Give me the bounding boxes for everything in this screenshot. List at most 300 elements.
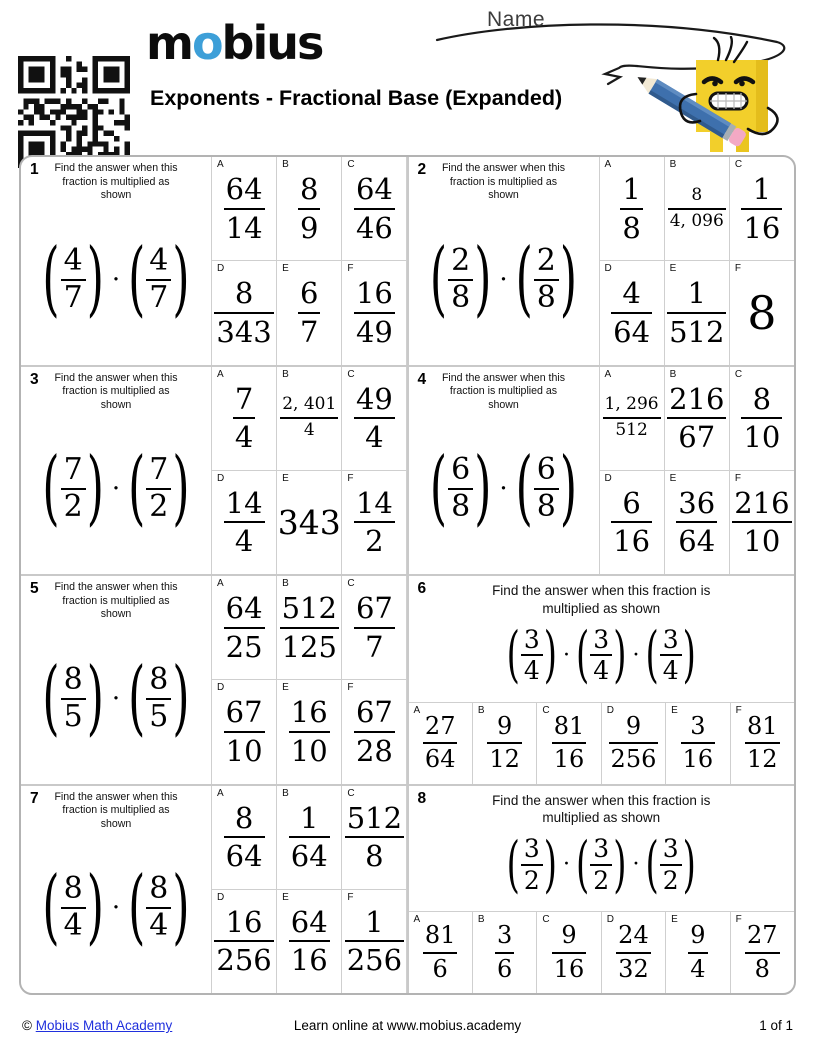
numerator: 3 [662,624,679,654]
fraction [590,624,612,686]
logo-text-post: bius [221,16,323,70]
answer-option-D [600,471,664,574]
answer-option-B [473,912,536,993]
answer-option-D [602,912,665,993]
denominator: 512 [615,420,648,441]
answer-letter: C [347,159,355,170]
fraction-bar [354,627,395,629]
numerator: 16 [290,695,328,730]
answer-letter: D [604,263,612,275]
numerator: 14 [225,485,263,520]
denominator: 8 [536,279,556,315]
denominator: 7 [300,314,319,349]
answer-letter: C [734,368,743,380]
fraction-bar [552,742,587,744]
close-paren: ) [474,440,492,536]
close-paren: ) [613,828,627,901]
problem-cell [21,786,407,994]
answer-letter: E [282,263,289,275]
fraction [620,174,642,243]
expression-factor [127,231,190,326]
answer-option-A [409,703,472,784]
answer-letter: C [542,704,550,716]
answer-options [212,157,407,365]
problem-expression [409,617,795,701]
numerator: 6 [536,452,556,488]
numerator: 16 [355,276,393,311]
numerator: 8 [691,184,703,205]
problem-cell [21,576,407,784]
denominator: 4, 096 [669,210,724,231]
answer-letter: A [217,787,224,799]
answer-option-B [665,367,729,470]
close-paren: ) [172,859,190,955]
open-paren: ( [645,828,659,901]
fraction-bar [224,521,265,523]
close-paren: ) [559,440,578,536]
numerator: 8 [63,871,83,907]
fraction [354,697,395,766]
answer-option-F [730,471,794,574]
problem-instruction: Find the answer when this fraction is multiplied as shown [54,581,178,621]
numerator: 216 [669,381,725,416]
answer-option-C [537,703,600,784]
fraction [590,836,612,893]
numerator: 8 [149,661,169,697]
fraction [146,242,171,315]
problem-cell [409,157,795,365]
answer-option-E [277,680,341,783]
answer-options [600,157,795,365]
denominator: 4 [149,908,169,944]
answer-option-A [212,786,276,889]
multiply-dot: · [111,893,121,924]
numerator: 7 [234,381,254,416]
problem-expression [21,412,211,574]
fraction-bar [214,940,273,942]
answer-option-A [212,157,276,260]
numerator: 9 [625,711,642,740]
answer-options [409,703,795,784]
copyright-symbol: © [22,1018,32,1033]
fraction [660,624,682,686]
denominator: 4 [593,656,610,686]
expression-factor [429,231,492,326]
denominator: 10 [743,524,781,559]
expression-factor [127,859,190,955]
answer-option-E [665,471,729,574]
problem-question [409,786,795,912]
multiply-dot: · [632,852,640,878]
worksheet-title: Exponents - Fractional Base (Expanded) [150,86,563,110]
answer-option-C [342,786,406,889]
numerator: 216 [734,485,790,520]
close-paren: ) [613,619,627,692]
fraction-bar [423,952,458,954]
open-paren: ( [128,231,146,326]
answer-option-F [342,890,406,993]
qr-code [18,56,130,168]
fraction [745,923,780,981]
open-paren: ( [42,859,60,955]
problem-question [21,157,211,365]
answer-options [212,786,407,994]
fraction [616,923,651,981]
fraction [676,485,717,559]
denominator: 6 [432,954,448,983]
academy-link[interactable]: Mobius Math Academy [35,1018,173,1033]
answer-option-C [342,576,406,679]
fraction-bar [620,208,642,210]
problem-cell [21,367,407,575]
fraction-bar [224,627,265,629]
answer-option-E [666,912,729,993]
fraction-bar [354,731,395,733]
numerator: 2 [536,242,556,278]
answer-letter: F [347,682,354,694]
multiply-dot: · [111,264,121,295]
fraction [280,593,339,662]
open-paren: ( [42,231,60,326]
problem-expression [21,831,211,993]
problem-instruction: Find the answer when this fraction is multiplied as shown [441,371,566,411]
denominator: 8 [365,839,384,874]
numerator: 1 [752,172,772,207]
fraction [61,661,86,734]
fraction [61,242,86,315]
problem-question [409,367,599,575]
answer-letter: A [604,159,612,170]
denominator: 4 [523,656,540,686]
open-paren: ( [645,619,659,692]
answer-letter: D [604,472,612,484]
fraction [354,278,395,347]
denominator: 8 [451,489,471,525]
numerator: 4 [149,242,169,278]
answer-options [212,576,407,784]
mascot-grin [710,93,747,109]
expression-factor [41,859,104,955]
problem-instruction: Find the answer when this fraction is multiplied as shown [54,162,178,202]
fraction-bar [603,417,661,419]
answer-option-C [342,367,406,470]
fraction [732,485,791,559]
denominator: 64 [424,745,456,773]
fraction-bar [611,312,652,314]
answer-letter: A [413,914,421,925]
fraction [611,278,652,347]
denominator: 10 [290,733,328,768]
answer-option-F [342,680,406,783]
denominator: 6 [496,954,513,983]
answer-letter: C [542,914,550,925]
numerator: 1 [687,276,706,311]
answer-options [212,367,407,575]
denominator: 16 [682,745,714,773]
fraction-bar [224,836,265,838]
numerator: 27 [747,921,778,950]
fraction [534,242,559,315]
answer-option-A [212,576,276,679]
fraction-bar [609,742,659,744]
numerator: 64 [225,591,263,626]
denominator: 512 [669,314,725,349]
answer-option-E [277,471,341,574]
denominator: 67 [678,420,716,455]
answer-letter: E [282,472,289,484]
denominator: 16 [553,954,585,983]
numerator: 36 [678,485,716,520]
fraction-bar [233,417,255,419]
fraction [423,711,458,773]
denominator: 64 [678,524,716,559]
fraction-bar [345,836,404,838]
open-paren: ( [429,231,448,326]
fraction-bar [667,417,726,419]
fraction [448,242,473,315]
fraction [298,174,320,243]
answer-letter: D [606,914,614,925]
fraction [354,593,395,662]
denominator: 4 [690,954,706,983]
problems-grid [19,155,796,995]
numerator: 14 [355,485,393,520]
answer-letter: D [217,682,225,694]
numerator: 6 [451,452,471,488]
answer-letter: D [606,704,614,716]
denominator: 125 [281,629,337,664]
fraction [224,593,265,662]
problem-number: 1 [30,161,39,178]
close-paren: ) [543,619,558,692]
fraction [741,381,782,455]
numerator: 8 [752,381,772,416]
denominator: 12 [747,745,778,773]
problem-expression [21,203,211,365]
open-paren: ( [515,231,533,326]
denominator: 16 [290,943,328,978]
denominator: 16 [553,745,585,773]
fraction [214,278,273,347]
denominator: 2 [523,865,540,895]
answer-letter: B [282,368,289,380]
problem-expression [409,203,599,365]
footer-center-text: Learn online at www.mobius.academy [293,1018,522,1033]
numerator: 1, 296 [604,394,659,415]
denominator: 2 [662,865,679,895]
numerator: 7 [149,452,169,488]
denominator: 4 [662,656,679,686]
fraction-bar [214,312,273,314]
denominator: 8 [754,954,770,983]
answer-option-A [212,367,276,470]
problem-expression [409,412,599,574]
numerator: 81 [424,921,456,950]
fraction [298,278,320,347]
fraction-bar [732,521,791,523]
problem-cell [409,576,795,784]
open-paren: ( [128,440,146,536]
open-paren: ( [576,828,590,901]
expression-factor [41,231,104,326]
fraction-bar [280,627,339,629]
answer-option-A [600,157,664,260]
fraction-bar [289,940,330,942]
answer-letter: C [347,578,355,589]
expression-factor [506,828,558,901]
fraction [345,800,404,874]
answer-option-E [666,703,729,784]
answer-option-E [277,890,341,993]
answer-option-B [277,367,341,470]
fraction [61,871,86,944]
denominator: 2 [63,489,83,525]
numerator: 1 [365,904,384,939]
answer-option-E [277,261,341,364]
fraction [667,278,726,347]
problem-cell [409,786,795,994]
denominator: 64 [613,314,651,349]
problem-instruction: Find the answer when this fraction is multiplied as shown [54,790,178,830]
close-paren: ) [682,828,696,901]
numerator: 512 [346,800,403,835]
numerator: 3 [690,711,706,740]
fraction-bar [745,952,780,954]
numerator: 4 [622,276,641,311]
numerator: 16 [225,904,263,939]
numerator: 9 [690,921,706,950]
fraction [552,923,587,981]
answer-letter: B [669,368,677,380]
fraction-bar [423,742,458,744]
fraction-bar [354,312,395,314]
problem-instruction: Find the answer when this fraction is multiplied as shown [492,792,711,826]
open-paren: ( [506,619,520,692]
fraction-bar [676,521,717,523]
mascot-hair [714,37,747,62]
numerator: 6 [300,276,319,311]
answer-letter: C [347,368,355,380]
open-paren: ( [429,440,448,536]
answer-option-C [730,157,794,260]
numerator: 3 [496,921,513,950]
numerator: 3 [523,834,540,864]
answer-option-B [665,157,729,260]
name-label: Name [487,8,546,31]
fraction [745,711,780,773]
denominator: 4 [303,420,315,441]
answer-letter: F [734,472,741,484]
denominator: 8 [622,210,641,245]
open-paren: ( [128,650,146,745]
denominator: 4 [365,420,384,455]
fraction [552,711,587,773]
numerator: 3 [523,624,540,654]
fraction [289,697,330,766]
answer-letter: F [347,263,354,275]
fraction [289,800,330,874]
problem-question [21,786,211,994]
fraction [688,923,707,981]
answer-option-F [731,703,794,784]
fraction [214,904,273,978]
expression-factor [41,650,104,745]
answer-whole: 343 [277,502,341,542]
answer-option-D [212,471,276,574]
answer-letter: E [669,263,677,275]
close-paren: ) [172,231,190,326]
numerator: 8 [234,276,254,311]
fraction-bar [289,731,330,733]
numerator: 8 [300,172,319,207]
problem-instruction: Find the answer when this fraction is multiplied as shown [492,583,711,616]
problem-expression [409,827,795,911]
fraction-bar [681,742,716,744]
denominator: 28 [355,733,393,768]
fraction [289,904,330,978]
denominator: 256 [346,943,403,978]
fraction-bar [354,417,395,419]
open-paren: ( [576,619,590,692]
numerator: 3 [593,624,610,654]
expression-factor [644,828,696,901]
denominator: 7 [63,279,83,315]
fraction-bar [289,836,330,838]
expression-factor [429,440,492,536]
denominator: 343 [216,314,272,349]
fraction [495,923,514,981]
answer-letter: C [347,787,355,799]
fraction [354,485,395,559]
fraction [603,396,661,440]
numerator: 81 [747,711,778,740]
numerator: 8 [234,800,254,835]
denominator: 8 [536,489,556,525]
denominator: 5 [149,698,169,734]
mascot-body-shade [756,60,768,132]
answer-option-B [473,703,536,784]
fraction [61,452,86,525]
denominator: 5 [63,698,83,734]
answer-letter: D [217,472,225,484]
answer-letter: F [347,472,354,484]
denominator: 16 [613,524,651,559]
denominator: 7 [149,279,169,315]
multiply-dot: · [499,474,508,505]
answer-letter: E [671,914,678,925]
denominator: 2 [365,524,384,559]
fraction [521,836,543,893]
answer-letter: E [282,891,289,903]
numerator: 4 [63,242,83,278]
fraction [354,174,395,243]
numerator: 9 [496,711,513,740]
fraction-bar [354,208,395,210]
answer-letter: E [669,472,677,484]
answer-option-D [212,890,276,993]
denominator: 12 [489,745,520,773]
fraction-bar [495,952,514,954]
fraction [224,485,265,559]
denominator: 4 [234,420,254,455]
mascot-graphic [598,36,803,158]
fraction [224,174,265,243]
denominator: 64 [225,839,263,874]
fraction-bar [741,208,782,210]
problem-question [21,576,211,784]
page-number: 1 of 1 [759,1018,793,1033]
answer-option-F [731,912,794,993]
